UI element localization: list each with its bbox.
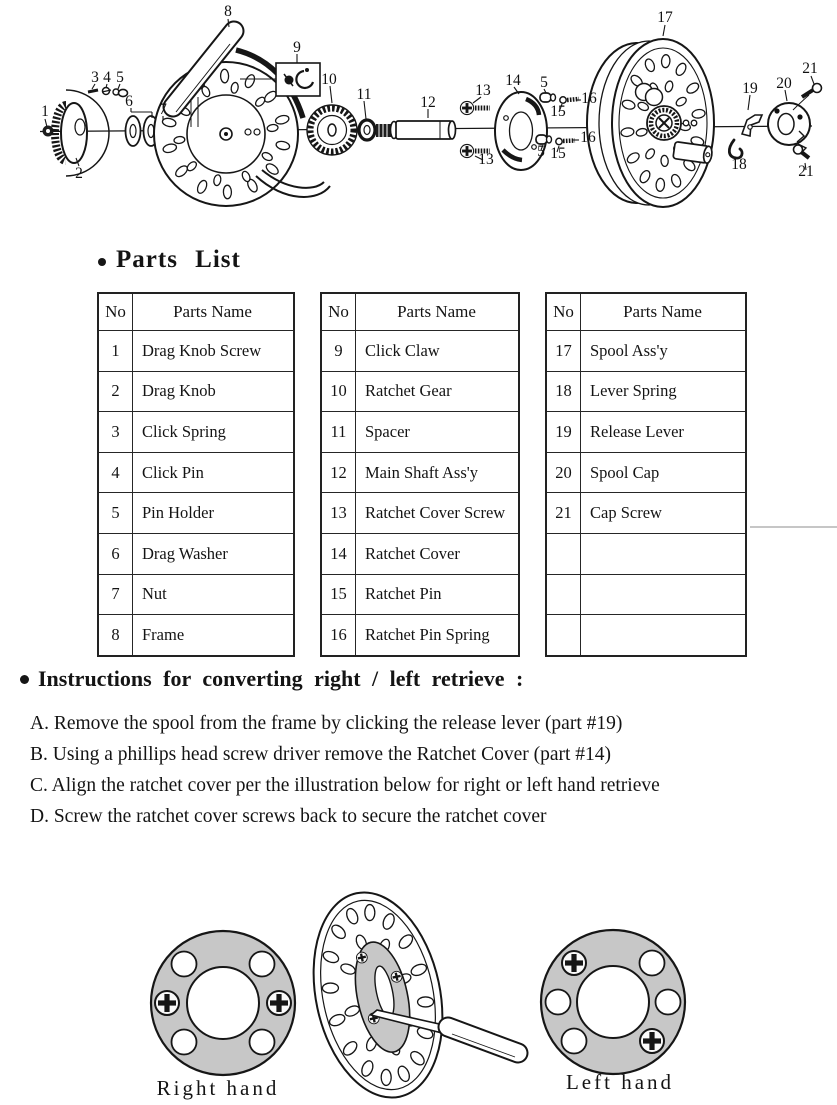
part-no-cell xyxy=(546,615,581,656)
part-name-cell: Lever Spring xyxy=(581,371,747,412)
part-name-cell: Frame xyxy=(133,615,295,656)
part-name-cell: Drag Washer xyxy=(133,533,295,574)
instructions-title xyxy=(20,666,832,692)
phillips-screw-icon xyxy=(155,991,179,1015)
part-no-cell: 9 xyxy=(321,331,356,372)
instruction-step: B. Using a phillips head screw driver remove the Ratchet Cover (part #14) xyxy=(30,744,612,765)
part-name-cell: Drag Knob Screw xyxy=(133,331,295,372)
part-callout: 20 xyxy=(776,75,792,92)
part-callout: 16 xyxy=(581,90,597,107)
part-no-cell: 16 xyxy=(321,615,356,656)
part-no-cell: 12 xyxy=(321,452,356,493)
part-no-cell: 7 xyxy=(98,574,133,615)
spool-hole xyxy=(220,69,228,83)
spool-hole xyxy=(661,155,669,166)
part-name-cell xyxy=(581,574,747,615)
table-row xyxy=(546,574,746,615)
part-name-cell: Spacer xyxy=(356,412,520,453)
part-no-cell: 8 xyxy=(98,615,133,656)
part-ratchet-pin-bottom xyxy=(556,138,562,144)
part-no-cell: 15 xyxy=(321,574,356,615)
spool-hole xyxy=(656,178,665,192)
phillips-screw-icon xyxy=(562,951,586,975)
part-release-lever xyxy=(742,115,762,136)
table-row xyxy=(98,574,294,615)
part-callout: 21 xyxy=(798,163,814,180)
part-callout: 18 xyxy=(731,156,747,173)
phillips-screw-icon xyxy=(267,991,291,1015)
part-cap-screw-top xyxy=(793,84,822,111)
spool-hole xyxy=(418,997,434,1007)
part-spool-assembly xyxy=(587,39,714,207)
part-name-cell: Cap Screw xyxy=(581,493,747,534)
table-row xyxy=(321,371,519,412)
part-name-cell: Spool Cap xyxy=(581,452,747,493)
col-header-no: No xyxy=(546,293,581,331)
part-callout: 19 xyxy=(742,80,758,97)
part-no-cell: 11 xyxy=(321,412,356,453)
part-callout: 16 xyxy=(580,129,596,146)
part-callout: 5 xyxy=(116,69,124,86)
parts-list-title xyxy=(98,246,241,274)
part-name-cell xyxy=(581,533,747,574)
part-frame xyxy=(154,31,330,206)
part-callout: 5 xyxy=(540,74,548,91)
part-no-cell: 4 xyxy=(98,452,133,493)
part-ratchet-gear xyxy=(307,105,357,155)
part-callout: 1 xyxy=(41,103,49,120)
instructions-steps xyxy=(20,708,832,832)
part-name-cell: Ratchet Cover Screw xyxy=(356,493,520,534)
table-row xyxy=(546,615,746,656)
part-name-cell: Spool Ass'y xyxy=(581,331,747,372)
part-callout: 9 xyxy=(293,39,301,56)
part-name-cell: Click Claw xyxy=(356,331,520,372)
part-name-cell: Click Pin xyxy=(133,452,295,493)
part-click-spring xyxy=(88,90,98,92)
table-row xyxy=(98,371,294,412)
table-row xyxy=(321,493,519,534)
part-no-cell: 1 xyxy=(98,331,133,372)
part-name-cell: Release Lever xyxy=(581,412,747,453)
table-row xyxy=(98,493,294,534)
table-row xyxy=(321,331,519,372)
part-name-cell xyxy=(581,615,747,656)
part-cap-screw-bottom xyxy=(794,145,810,158)
part-no-cell: 20 xyxy=(546,452,581,493)
spool-hole xyxy=(365,905,375,921)
part-name-cell: Nut xyxy=(133,574,295,615)
table-row xyxy=(546,493,746,534)
part-name-cell: Ratchet Gear xyxy=(356,371,520,412)
part-click-pin xyxy=(102,88,111,95)
table-row xyxy=(98,615,294,656)
spool-hole xyxy=(381,1069,391,1085)
part-callout: 15 xyxy=(550,145,566,162)
table-row xyxy=(98,412,294,453)
figure-right-hand-cover xyxy=(151,931,295,1075)
instructions-section xyxy=(20,666,832,832)
part-no-cell: 6 xyxy=(98,533,133,574)
part-no-cell xyxy=(546,574,581,615)
part-callout: 15 xyxy=(550,103,566,120)
col-header-name: Parts Name xyxy=(133,293,295,331)
table-row xyxy=(98,331,294,372)
parts-table-1 xyxy=(97,292,295,657)
part-callout: 13 xyxy=(478,151,494,168)
part-name-cell: Click Spring xyxy=(133,412,295,453)
col-header-name: Parts Name xyxy=(356,293,520,331)
part-no-cell: 18 xyxy=(546,371,581,412)
parts-list-title-text: Parts List xyxy=(116,246,241,273)
table-row xyxy=(546,371,746,412)
part-callout: 11 xyxy=(356,86,372,103)
part-callout: 3 xyxy=(91,69,99,86)
table-row xyxy=(321,452,519,493)
part-callout: 14 xyxy=(505,72,521,89)
part-callout: 2 xyxy=(75,165,83,182)
part-no-cell: 19 xyxy=(546,412,581,453)
instruction-step: A. Remove the spool from the frame by clicking the release lever (part #19) xyxy=(30,713,623,734)
table-row xyxy=(98,452,294,493)
part-no-cell: 5 xyxy=(98,493,133,534)
part-no-cell: 17 xyxy=(546,331,581,372)
part-callout: 17 xyxy=(657,9,673,26)
part-drag-knob xyxy=(55,90,109,176)
spool-hole xyxy=(322,983,338,993)
part-no-cell: 3 xyxy=(98,412,133,453)
bullet-icon xyxy=(20,675,29,684)
part-name-cell: Ratchet Pin Spring xyxy=(356,615,520,656)
part-name-cell: Drag Knob xyxy=(133,371,295,412)
instructions-title-text: Instructions for converting right / left retrieve : xyxy=(38,666,524,691)
part-name-cell: Pin Holder xyxy=(133,493,295,534)
col-header-name: Parts Name xyxy=(581,293,747,331)
part-no-cell: 2 xyxy=(98,371,133,412)
part-name-cell: Main Shaft Ass'y xyxy=(356,452,520,493)
table-row xyxy=(321,615,519,656)
part-callout: 8 xyxy=(224,3,232,20)
part-callout: 4 xyxy=(103,69,111,86)
instruction-step: D. Screw the ratchet cover screws back to secure the ratchet cover xyxy=(30,806,547,827)
part-pin-holder-top xyxy=(540,93,556,102)
exploded-diagram xyxy=(0,0,837,245)
figure-left-hand-cover xyxy=(541,930,685,1074)
retrieve-figures xyxy=(0,855,837,1105)
spool-hole xyxy=(661,54,670,68)
table-row xyxy=(546,331,746,372)
part-callout: 13 xyxy=(475,82,491,99)
part-spool-cap xyxy=(768,103,810,154)
figure-spool-with-screwdriver xyxy=(296,880,518,1105)
part-name-cell: Ratchet Cover xyxy=(356,533,520,574)
right-hand-label: Right hand xyxy=(156,1076,280,1100)
parts-table-2 xyxy=(320,292,520,657)
part-no-cell xyxy=(546,533,581,574)
table-row xyxy=(321,412,519,453)
part-no-cell: 21 xyxy=(546,493,581,534)
part-callout: 5 xyxy=(537,143,545,160)
part-main-shaft xyxy=(376,121,456,139)
table-row xyxy=(98,533,294,574)
part-no-cell: 13 xyxy=(321,493,356,534)
col-header-no: No xyxy=(321,293,356,331)
left-hand-label: Left hand xyxy=(565,1070,675,1094)
parts-table-3 xyxy=(545,292,747,657)
part-ratchet-pin-spring-bottom xyxy=(563,141,575,142)
table-row xyxy=(321,574,519,615)
part-callout: 21 xyxy=(802,60,818,77)
table-row xyxy=(321,533,519,574)
part-callout: 6 xyxy=(125,93,133,110)
phillips-screw-icon xyxy=(640,1029,664,1053)
col-header-no: No xyxy=(98,293,133,331)
part-spacer xyxy=(359,120,375,140)
table-row xyxy=(546,533,746,574)
bullet-icon xyxy=(98,258,106,266)
part-callout: 10 xyxy=(321,71,337,88)
part-name-cell: Ratchet Pin xyxy=(356,574,520,615)
part-callout: 7 xyxy=(159,101,167,118)
part-no-cell: 10 xyxy=(321,371,356,412)
spool-hole xyxy=(223,185,231,199)
part-ratchet-cover-screw-top xyxy=(460,101,490,114)
part-callout: 12 xyxy=(420,94,436,111)
table-row xyxy=(546,412,746,453)
scan-artifact-line xyxy=(750,526,837,528)
part-no-cell: 14 xyxy=(321,533,356,574)
table-row xyxy=(546,452,746,493)
instruction-step: C. Align the ratchet cover per the illustration below for right or left hand retrieve xyxy=(30,775,660,796)
